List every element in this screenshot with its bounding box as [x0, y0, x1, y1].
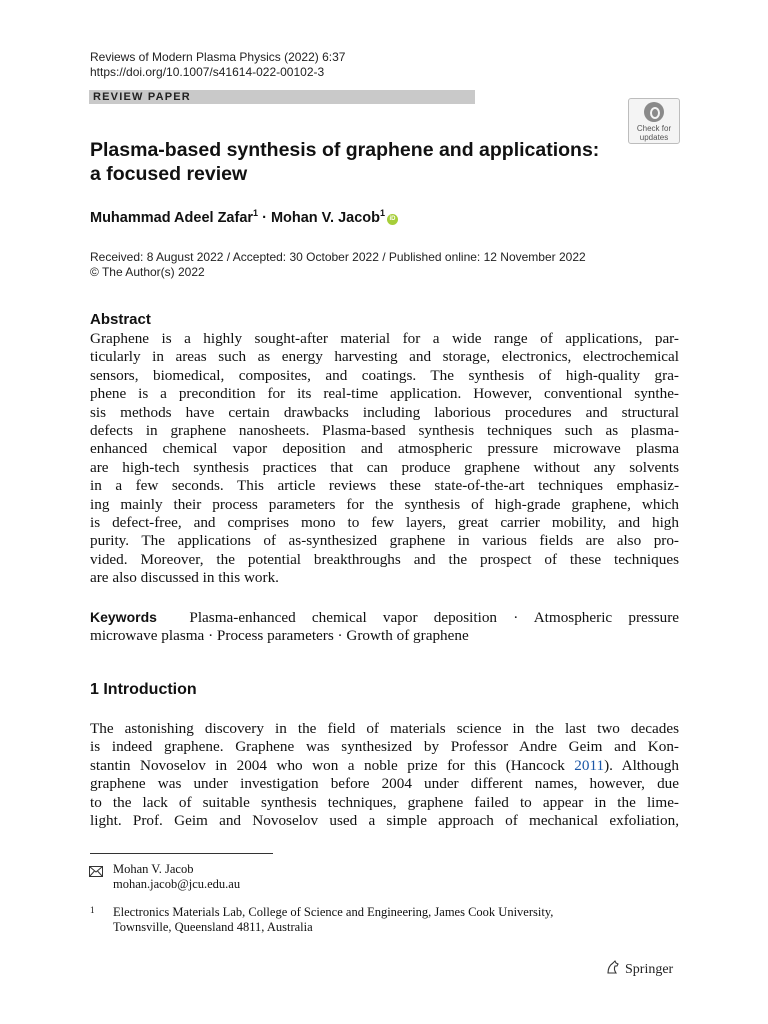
history-dates: Received: 8 August 2022 / Accepted: 30 October 2022 / Published online: 12 November 2022: [90, 250, 586, 264]
affiliation-line1: Electronics Materials Lab, College of Science and Engineering, James Cook University,: [113, 905, 554, 919]
corresponding-author-email[interactable]: mohan.jacob@jcu.edu.au: [113, 877, 241, 891]
author-jacob: Mohan V. Jacob: [270, 209, 380, 226]
author-affiliation-mark: 1: [253, 208, 259, 218]
doi-link[interactable]: https://doi.org/10.1007/s41614-022-00102-3: [90, 65, 325, 79]
paper-title: [90, 138, 610, 186]
publisher-name: Springer: [625, 961, 674, 977]
title-line2: a focused review: [90, 163, 248, 185]
intro-line: light. Prof. Geim and Novoselov used a simple approach of mechanical exfoliation,: [90, 812, 679, 830]
section-label: REVIEW PAPER: [93, 91, 191, 103]
abstract-line: is defect-free, and comprises mono to few layers, great carrier mobility, and high: [90, 514, 679, 532]
introduction-heading: 1 Introduction: [90, 681, 197, 698]
author-zafar: Muhammad Adeel Zafar: [90, 209, 254, 226]
check-for-updates-icon: [644, 102, 664, 122]
affiliation-line2: Townsville, Queensland 4811, Australia: [113, 920, 313, 934]
envelope-icon: [89, 864, 103, 882]
abstract-body: [90, 330, 679, 588]
abstract-line: are also discussed in this work.: [90, 569, 279, 587]
abstract-line: are high-tech synthesis practices that can produce graphene without any solvents: [90, 458, 679, 476]
journal-citation: Reviews of Modern Plasma Physics (2022) 6:37: [90, 50, 346, 64]
intro-line: [90, 757, 679, 775]
footnote-divider: [90, 853, 273, 854]
publisher-logo: [605, 959, 673, 980]
intro-line: is indeed graphene. Graphene was synthesized by Professor Andre Geim and Kon-: [90, 738, 679, 756]
section-ribbon: [89, 90, 475, 104]
author-affiliation-mark: 1: [380, 208, 386, 218]
journal-header: [90, 50, 345, 80]
intro-text: ). Although: [604, 756, 679, 774]
affiliation-number: 1: [90, 905, 95, 915]
intro-line: graphene was under investigation before 2004 under different names, however, due: [90, 775, 679, 793]
badge-line1: Check for: [636, 124, 672, 133]
check-for-updates-badge[interactable]: [628, 98, 680, 144]
abstract-line: sensors, biomedical, composites, and coatings. The synthesis of high-quality gra-: [90, 366, 679, 384]
abstract-line: Graphene is a highly sought-after material for a wide range of applications, par-: [90, 330, 679, 347]
introduction-body: [90, 720, 679, 830]
abstract-line: phene is a precondition for its real-time application. However, conventional synthe-: [90, 385, 679, 403]
author-list: [90, 208, 398, 226]
springer-horse-icon: [605, 959, 621, 980]
corresponding-author-name: Mohan V. Jacob: [113, 862, 194, 876]
abstract-line: defects in graphene nanosheets. Plasma-based synthesis techniques such as plasma-: [90, 422, 679, 440]
abstract-line: in a few seconds. This article reviews these state-of-the-art techniques emphasiz-: [90, 477, 679, 495]
intro-text: stantin Novoselov in 2004 who won a noble prize for this (Hancock: [90, 756, 575, 774]
abstract-line: enhanced chemical vapor deposition and atmospheric pressure microwave plasma: [90, 440, 679, 458]
abstract-line: vided. Moreover, the potential breakthroughs and the prospect of these techniques: [90, 550, 679, 568]
abstract-line: sis methods have certain drawbacks including laborious procedures and structural: [90, 403, 679, 421]
keywords-list: Plasma-enhanced chemical vapor deposition · Atmospheric pressure: [189, 609, 679, 626]
keywords: [90, 608, 679, 646]
keywords-line2: microwave plasma · Process parameters · Growth of graphene: [90, 627, 469, 645]
keywords-line1: [90, 608, 679, 627]
publication-dates: [90, 250, 586, 280]
intro-line: The astonishing discovery in the field of materials science in the last two decades: [90, 720, 679, 737]
author-separator: ·: [258, 209, 271, 226]
abstract-heading: Abstract: [90, 311, 151, 328]
title-line1: Plasma-based synthesis of graphene and applications:: [90, 139, 600, 161]
citation-link[interactable]: 2011: [574, 756, 605, 774]
abstract-line: ing mainly their process parameters for the synthesis of high-grade graphene, which: [90, 495, 679, 513]
copyright: © The Author(s) 2022: [90, 265, 205, 279]
keywords-label: Keywords: [90, 609, 157, 625]
orcid-icon[interactable]: iD: [387, 214, 398, 225]
abstract-line: purity. The applications of as-synthesized graphene in various fields are also pro-: [90, 532, 679, 550]
badge-line2: updates: [639, 133, 669, 142]
abstract-line: ticularly in areas such as energy harvesting and storage, electronics, electrochemical: [90, 348, 679, 366]
intro-line: to the lack of suitable synthesis techniques, graphene failed to appear in the lime-: [90, 793, 679, 811]
